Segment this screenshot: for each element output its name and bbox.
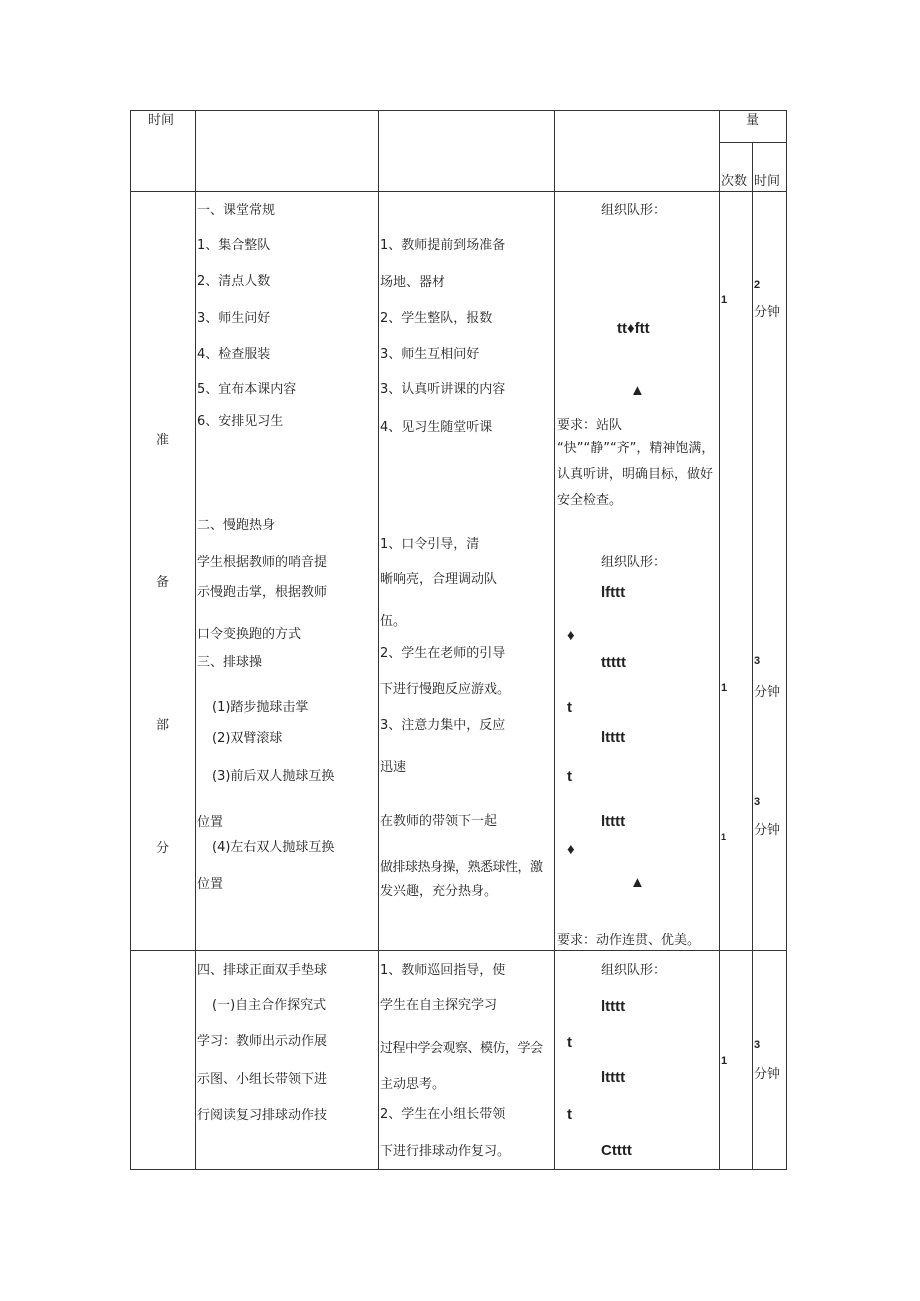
duration-unit: 分钟 [754,1067,781,1082]
org-label: 组织队形： [601,963,667,978]
list-item: 3、师生问好 [197,311,271,326]
header-amount: 量 [746,113,760,128]
duration-number: 2 [754,279,761,291]
teacher-triangle: ▲ [630,382,645,399]
method-line: 下进行慢跑反应游戏。 [380,682,511,697]
header-duration: 时间 [754,174,781,189]
formation-marker: ♦ [567,627,575,644]
stage-char: 准 [156,433,170,448]
list-item: (3)前后双人抛球互换 [212,769,335,784]
col-divider-3 [554,110,555,1170]
repeat-count: 1 [721,682,728,694]
table-top-border [130,110,787,111]
col-divider-2 [378,110,379,1170]
method-line: 做排球热身操，熟悉球性，激 [380,860,543,875]
duration-unit: 分钟 [754,305,781,320]
section-divider [130,950,787,951]
formation-marker: t [567,768,572,785]
duration-unit: 分钟 [754,685,781,700]
method-line: 下进行排球动作复习。 [380,1144,511,1159]
col-divider-5 [752,142,753,1170]
stage-char: 备 [156,575,170,590]
list-item: (2)双臂滚球 [212,731,283,746]
section-title: 一、课堂常规 [197,203,276,218]
list-item: 4、检查服装 [197,347,271,362]
duration-number: 3 [754,1039,761,1051]
method-line: 发兴趣，充分热身。 [380,884,498,899]
text-line: 学习：教师出示动作展 [197,1034,328,1049]
formation-row: ltttt [601,998,626,1015]
section-title: 三、排球操 [197,655,263,670]
list-item: 位置 [197,815,224,830]
method-line: 2、学生在小组长带领 [380,1107,506,1122]
duration-number: 3 [754,796,761,808]
formation-row: ltttt [601,1069,626,1086]
text-line: 示图、小组长带领下进 [197,1072,328,1087]
duration-number: 3 [754,655,761,667]
text-line: 示慢跑击掌，根据教师 [197,585,328,600]
list-item: 2、清点人数 [197,274,271,289]
header-time: 时间 [148,113,175,128]
stage-char: 分 [156,841,170,856]
text-line: 口令变换跑的方式 [197,627,302,642]
section-title: 四、排球正面双手垫球 [197,963,328,978]
stage-char: 部 [156,718,170,733]
table-right-border [786,110,787,1170]
method-line: 伍。 [380,614,407,629]
method-line: 3、注意力集中，反应 [380,718,506,733]
org-label: 组织队形： [601,203,667,218]
formation-row: Ctttt [601,1142,632,1159]
method-line: 主动思考。 [380,1077,446,1092]
section-title: 二、慢跑热身 [197,518,276,533]
method-line: 学生在自主探究学习 [380,998,498,1013]
header-times: 次数 [721,174,748,189]
list-item: 5、宜布本课内容 [197,382,297,397]
list-item: (4)左右双人抛球互换 [212,840,335,855]
text-line: 行阅读复习排球动作技 [197,1108,328,1123]
list-item: (1)踏步抛球击掌 [212,700,309,715]
formation-row: ltttt [601,729,626,746]
repeat-count: 1 [721,294,728,306]
col-divider-1 [195,110,196,1170]
method-line: 在教师的带领下一起 [380,814,498,829]
formation-row: lfttt [601,584,626,601]
col-divider-4 [719,110,720,1170]
method-line: 3、认真听讲课的内容 [380,382,506,397]
list-item: 6、安排见习生 [197,414,284,429]
requirement-text: “快”“静”“齐”，精神饱满，认真听讲，明确目标，做好安全检查。 [557,441,715,508]
method-line: 3、师生互相问好 [380,347,480,362]
repeat-count: 1 [721,832,727,842]
requirement-head: 要求：站队 [557,418,623,433]
method-line: 过程中学会观察、模仿，学会 [380,1041,543,1056]
teacher-triangle: ▲ [630,874,645,891]
header-bottom-border [130,191,787,192]
formation-marker: t [567,699,572,716]
method-line: 场地、器材 [380,275,446,290]
table-bottom-border [130,1169,787,1170]
method-line: 晰响亮，合理调动队 [380,572,498,587]
requirement-text: 要求：动作连贯、优美。 [557,933,701,948]
duration-unit: 分钟 [754,823,781,838]
method-line: 2、学生整队，报数 [380,311,493,326]
formation-row: ltttt [601,813,626,830]
method-line: 1、教师提前到场准备 [380,238,506,253]
formation-marker: ♦ [567,841,575,858]
text-line: (一)自主合作探究式 [212,998,327,1013]
list-item: 1、集合整队 [197,238,271,253]
formation-figure: tt♦ftt [617,320,650,337]
method-line: 1、口令引导，清 [380,537,480,552]
method-line: 1、教师巡回指导，使 [380,963,506,978]
formation-row: ttttt [601,654,626,671]
table-left-border [130,110,131,1170]
formation-marker: t [567,1106,572,1123]
org-label: 组织队形： [601,555,667,570]
list-item: 位置 [197,877,224,892]
method-line: 迅速 [380,760,407,775]
amount-header-divider [719,142,787,143]
method-line: 4、见习生随堂听课 [380,420,493,435]
text-line: 学生根据教师的哨音提 [197,555,328,570]
repeat-count: 1 [721,1055,728,1067]
formation-marker: t [567,1034,572,1051]
method-line: 2、学生在老师的引导 [380,646,506,661]
